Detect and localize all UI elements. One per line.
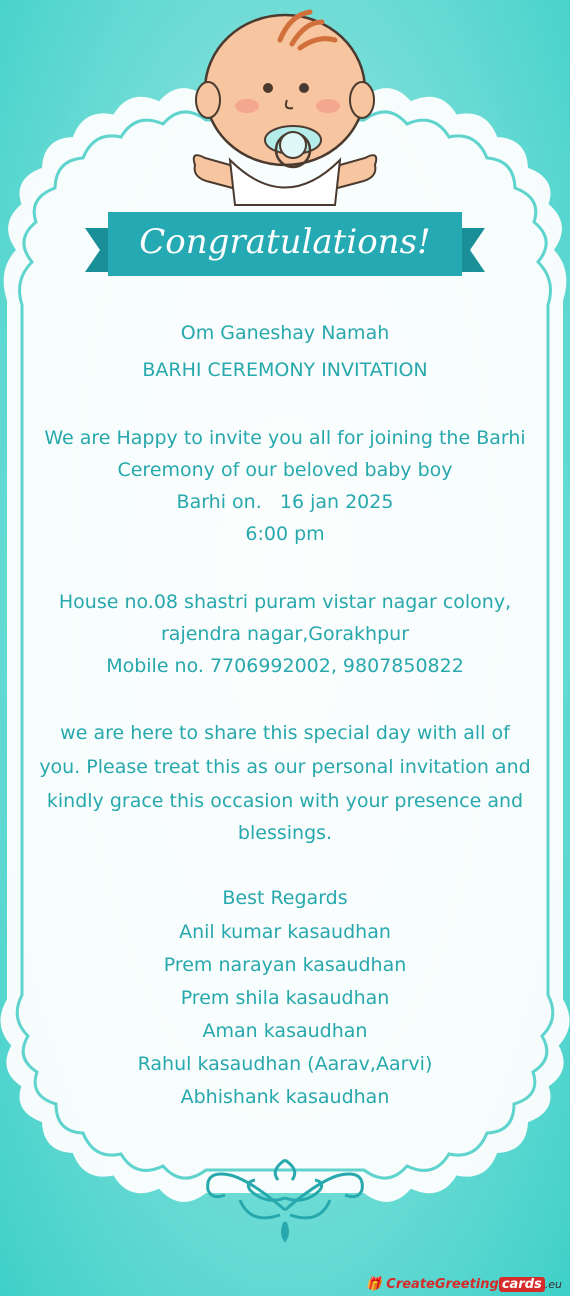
message-line-1: we are here to share this special day with all of bbox=[60, 722, 510, 744]
message-line-3: kindly grace this occasion with your presence and bbox=[46, 790, 524, 812]
host-name: Anil kumar kasaudhan bbox=[179, 921, 391, 943]
host-name: Rahul kasaudhan (Aarav,Aarvi) bbox=[137, 1053, 433, 1075]
message-line-2: you. Please treat this as our personal invitation and bbox=[39, 756, 531, 778]
watermark-tld: .eu bbox=[544, 1278, 562, 1291]
address-line-1: House no.08 shastri puram vistar nagar colony, bbox=[58, 591, 512, 613]
site-watermark[interactable] bbox=[366, 1277, 562, 1292]
host-name: Prem shila kasaudhan bbox=[180, 987, 390, 1009]
watermark-cards: cards bbox=[499, 1277, 545, 1292]
invite-line-1: We are Happy to invite you all for joining the Barhi bbox=[44, 427, 526, 449]
host-name: Abhishank kasaudhan bbox=[180, 1086, 390, 1108]
message-line-4: blessings. bbox=[237, 822, 333, 844]
watermark-brand: CreateGreeting bbox=[386, 1277, 499, 1292]
banner-title: Congratulations! bbox=[139, 222, 431, 262]
invite-line-2: Ceremony of our beloved baby boy bbox=[117, 459, 453, 481]
host-name: Aman kasaudhan bbox=[202, 1020, 368, 1042]
ceremony-heading: BARHI CEREMONY INVITATION bbox=[142, 359, 428, 381]
regards-line: Best Regards bbox=[222, 887, 348, 909]
ceremony-date: Barhi on. 16 jan 2025 bbox=[176, 491, 394, 513]
gift-icon: 🎁 bbox=[365, 1277, 382, 1292]
address-line-2: rajendra nagar,Gorakhpur bbox=[160, 623, 410, 645]
mobile-numbers: Mobile no. 7706992002, 9807850822 bbox=[106, 655, 464, 677]
host-name: Prem narayan kasaudhan bbox=[163, 954, 407, 976]
ceremony-time: 6:00 pm bbox=[245, 523, 325, 545]
invocation-line: Om Ganeshay Namah bbox=[180, 322, 390, 344]
